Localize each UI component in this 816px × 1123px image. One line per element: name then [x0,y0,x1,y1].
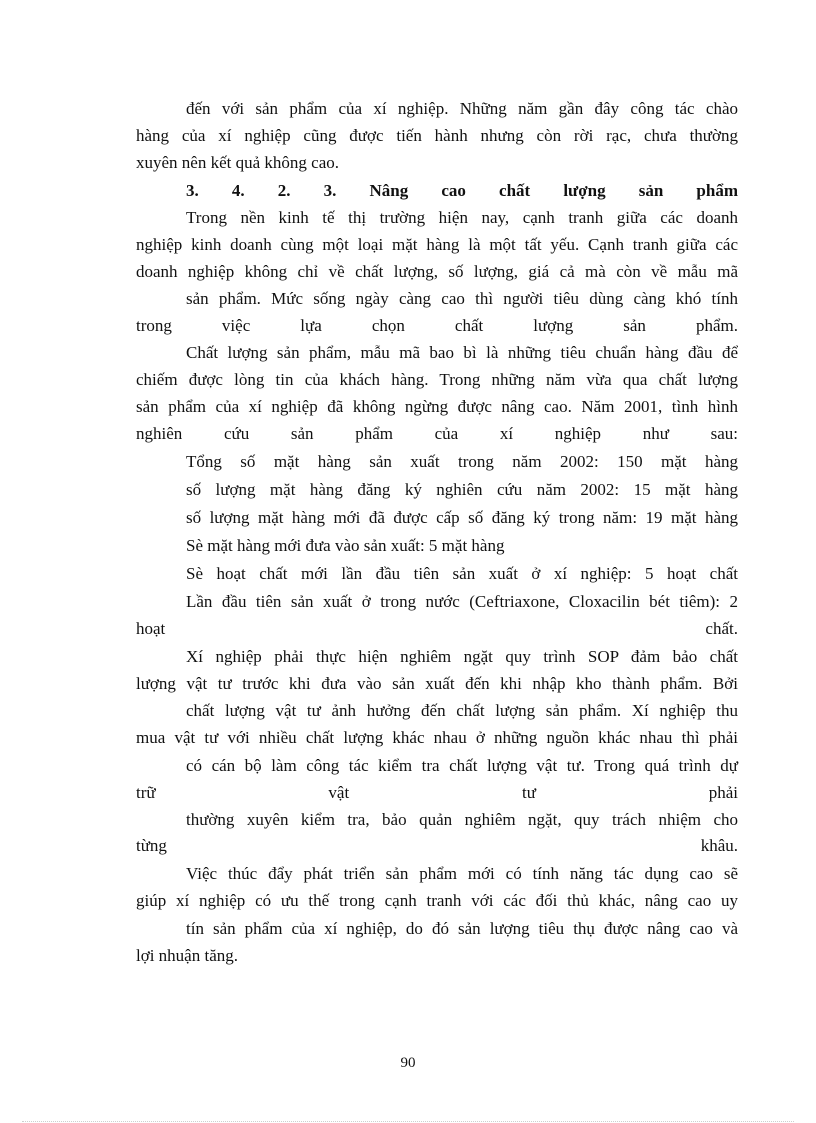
footer-divider [22,1121,794,1122]
text-line: thường xuyên kiểm tra, bảo quản nghiêm ngặt, quy trách nhiệm cho [186,810,738,829]
text-line: lượng vật tư trước khi đưa vào sản xuất đến khi nhập kho thành phẩm. Bởi [136,674,738,693]
list-item: số lượng mặt hàng đăng ký nghiên cứu năm 2002: 15 mặt hàng [186,480,738,499]
text-line: hàng của xí nghiệp cũng được tiến hành nhưng còn rời rạc, chưa thường [136,126,738,145]
text-line: trữ vật tư phải [136,783,738,802]
list-item: số lượng mặt hàng mới đã được cấp số đăng ký trong năm: 19 mặt hàng [186,508,738,527]
list-item: Lần đầu tiên sản xuất ở trong nước (Ceftriaxone, Cloxacilin bét tiêm): 2 [186,592,738,611]
text-line: trong việc lựa chọn chất lượng sản phẩm. [136,316,738,335]
section-heading: 3. 4. 2. 3. Nâng cao chất lượng sản phẩm [186,181,738,200]
text-line: có cán bộ làm công tác kiểm tra chất lượng vật tư. Trong quá trình dự [186,756,738,775]
text-line: lợi nhuận tăng. [136,946,238,965]
text-line: doanh nghiệp không chỉ về chất lượng, số lượng, giá cả mà còn về mẫu mã [136,262,738,281]
text-line: Việc thúc đẩy phát triển sản phẩm mới có tính năng tác dụng cao sẽ [186,864,738,883]
list-item: Sè hoạt chất mới lần đầu tiên sản xuất ở xí nghiệp: 5 hoạt chất [186,564,738,583]
list-item: Sè mặt hàng mới đưa vào sản xuất: 5 mặt hàng [186,536,505,555]
text-line: từng khâu. [136,836,738,855]
text-line: giúp xí nghiệp có ưu thế trong cạnh tranh với các đối thủ khác, nâng cao uy [136,891,738,910]
text-line: sản phẩm. Mức sống ngày càng cao thì người tiêu dùng càng khó tính [186,289,738,308]
text-line: Xí nghiệp phải thực hiện nghiêm ngặt quy trình SOP đảm bảo chất [186,647,738,666]
text-line: Trong nền kinh tế thị trường hiện nay, cạnh tranh giữa các doanh [186,208,738,227]
page-number: 90 [400,1055,416,1071]
text-line: xuyên nên kết quả không cao. [136,153,339,172]
text-line: chất lượng vật tư ảnh hưởng đến chất lượng sản phẩm. Xí nghiệp thu [186,701,738,720]
text-line: nghiệp kinh doanh cùng một loại mặt hàng là một tất yếu. Cạnh tranh giữa các [136,235,738,254]
text-line: sản phẩm của xí nghiệp đã không ngừng được nâng cao. Năm 2001, tình hình [136,397,738,416]
text-line: tín sản phẩm của xí nghiệp, do đó sản lượng tiêu thụ được nâng cao và [186,919,738,938]
text-line: nghiên cứu sản phẩm của xí nghiệp như sau: [136,424,738,443]
text-line: chiếm được lòng tin của khách hàng. Trong những năm vừa qua chất lượng [136,370,738,389]
text-line: Chất lượng sản phẩm, mẫu mã bao bì là những tiêu chuẩn hàng đầu để [186,343,738,362]
text-line: hoạt chất. [136,619,738,638]
list-item: Tổng số mặt hàng sản xuất trong năm 2002: 150 mặt hàng [186,452,738,471]
text-line: mua vật tư với nhiều chất lượng khác nhau ở những nguồn khác nhau thì phải [136,728,738,747]
text-line: đến với sản phẩm của xí nghiệp. Những năm gần đây công tác chào [186,99,738,118]
